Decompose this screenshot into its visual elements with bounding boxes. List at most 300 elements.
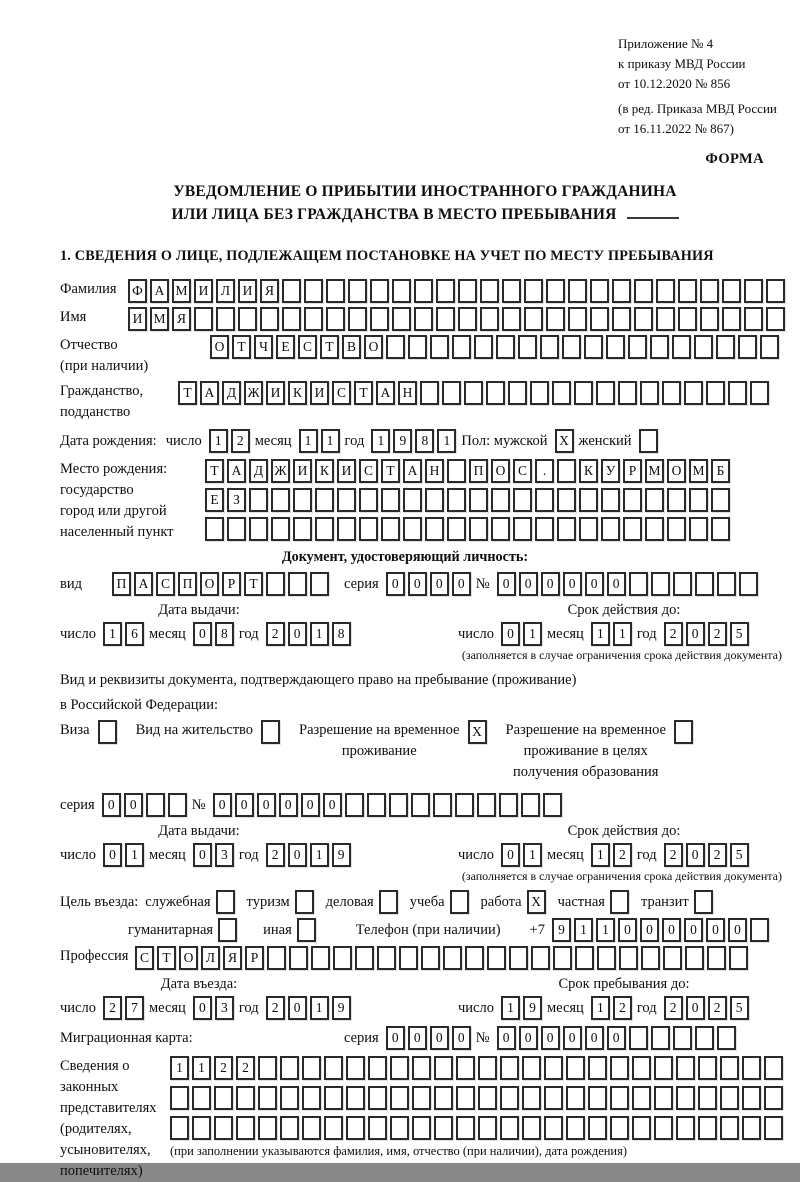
- form-cell[interactable]: [333, 946, 352, 970]
- form-cell[interactable]: [744, 307, 763, 331]
- form-cell[interactable]: [619, 946, 638, 970]
- form-cell[interactable]: 0: [408, 1026, 427, 1050]
- form-cell[interactable]: 2: [613, 843, 632, 867]
- form-cell[interactable]: Т: [244, 572, 263, 596]
- form-cell[interactable]: 9: [332, 996, 351, 1020]
- form-cell[interactable]: 1: [125, 843, 144, 867]
- form-cell[interactable]: [629, 1026, 648, 1050]
- form-cell[interactable]: [711, 517, 730, 541]
- form-cell[interactable]: [500, 1086, 519, 1110]
- form-cell[interactable]: [634, 279, 653, 303]
- form-cell[interactable]: 0: [686, 843, 705, 867]
- form-cell[interactable]: [522, 1086, 541, 1110]
- form-cell[interactable]: 1: [170, 1056, 189, 1080]
- form-cell[interactable]: [458, 279, 477, 303]
- form-cell[interactable]: [524, 279, 543, 303]
- form-cell[interactable]: Т: [157, 946, 176, 970]
- form-cell[interactable]: [337, 488, 356, 512]
- form-cell[interactable]: О: [364, 335, 383, 359]
- form-cell[interactable]: [436, 307, 455, 331]
- form-cell[interactable]: 0: [541, 1026, 560, 1050]
- form-cell[interactable]: Л: [201, 946, 220, 970]
- form-cell[interactable]: [302, 1056, 321, 1080]
- form-cell[interactable]: [368, 1056, 387, 1080]
- form-cell[interactable]: Т: [320, 335, 339, 359]
- form-cell[interactable]: С: [135, 946, 154, 970]
- form-cell[interactable]: [326, 307, 345, 331]
- form-cell[interactable]: [370, 307, 389, 331]
- form-cell[interactable]: [386, 335, 405, 359]
- form-cell[interactable]: [722, 279, 741, 303]
- form-cell[interactable]: [170, 1116, 189, 1140]
- form-cell[interactable]: [720, 1056, 739, 1080]
- form-cell[interactable]: [260, 307, 279, 331]
- form-cell[interactable]: 0: [288, 622, 307, 646]
- form-cell[interactable]: [672, 335, 691, 359]
- form-cell[interactable]: [508, 381, 527, 405]
- form-cell[interactable]: [667, 517, 686, 541]
- form-cell[interactable]: [645, 488, 664, 512]
- form-cell[interactable]: [766, 279, 785, 303]
- form-cell[interactable]: [293, 517, 312, 541]
- form-cell[interactable]: [390, 1086, 409, 1110]
- form-cell[interactable]: [403, 517, 422, 541]
- form-cell[interactable]: [146, 793, 165, 817]
- form-cell[interactable]: [359, 517, 378, 541]
- form-cell[interactable]: 0: [585, 572, 604, 596]
- form-cell[interactable]: Я: [172, 307, 191, 331]
- form-cell[interactable]: [590, 307, 609, 331]
- form-cell[interactable]: [289, 946, 308, 970]
- form-cell[interactable]: И: [128, 307, 147, 331]
- form-cell[interactable]: [632, 1116, 651, 1140]
- form-cell[interactable]: [412, 1056, 431, 1080]
- form-cell[interactable]: [282, 307, 301, 331]
- form-cell[interactable]: Л: [216, 279, 235, 303]
- form-cell[interactable]: [678, 279, 697, 303]
- form-cell[interactable]: [280, 1116, 299, 1140]
- form-cell[interactable]: [500, 1116, 519, 1140]
- form-cell[interactable]: И: [238, 279, 257, 303]
- form-cell[interactable]: Я: [223, 946, 242, 970]
- form-cell[interactable]: [218, 918, 237, 942]
- form-cell[interactable]: [579, 517, 598, 541]
- form-cell[interactable]: [214, 1116, 233, 1140]
- form-cell[interactable]: [579, 488, 598, 512]
- form-cell[interactable]: Т: [178, 381, 197, 405]
- form-cell[interactable]: [389, 793, 408, 817]
- form-cell[interactable]: [452, 335, 471, 359]
- form-cell[interactable]: [610, 1116, 629, 1140]
- form-cell[interactable]: [662, 381, 681, 405]
- form-cell[interactable]: .: [535, 459, 554, 483]
- form-cell[interactable]: 9: [393, 429, 412, 453]
- form-cell[interactable]: [458, 307, 477, 331]
- form-cell[interactable]: 2: [266, 843, 285, 867]
- form-cell[interactable]: 8: [215, 622, 234, 646]
- form-cell[interactable]: [557, 459, 576, 483]
- form-cell[interactable]: [496, 335, 515, 359]
- form-cell[interactable]: [738, 335, 757, 359]
- form-cell[interactable]: [491, 488, 510, 512]
- form-cell[interactable]: 9: [552, 918, 571, 942]
- form-cell[interactable]: [750, 381, 769, 405]
- form-cell[interactable]: [433, 793, 452, 817]
- form-cell[interactable]: [601, 517, 620, 541]
- form-cell[interactable]: [98, 720, 117, 744]
- form-cell[interactable]: 0: [408, 572, 427, 596]
- form-cell[interactable]: [491, 517, 510, 541]
- form-cell[interactable]: 0: [640, 918, 659, 942]
- form-cell[interactable]: 0: [563, 1026, 582, 1050]
- form-cell[interactable]: [337, 517, 356, 541]
- form-cell[interactable]: [368, 1116, 387, 1140]
- form-cell[interactable]: [399, 946, 418, 970]
- form-cell[interactable]: [584, 335, 603, 359]
- form-cell[interactable]: [411, 793, 430, 817]
- form-cell[interactable]: А: [227, 459, 246, 483]
- form-cell[interactable]: [574, 381, 593, 405]
- form-cell[interactable]: [368, 1086, 387, 1110]
- form-cell[interactable]: [700, 279, 719, 303]
- form-cell[interactable]: [689, 517, 708, 541]
- form-cell[interactable]: 0: [501, 622, 520, 646]
- form-cell[interactable]: [304, 307, 323, 331]
- form-cell[interactable]: [430, 335, 449, 359]
- form-cell[interactable]: [546, 279, 565, 303]
- form-cell[interactable]: [370, 279, 389, 303]
- form-cell[interactable]: [425, 488, 444, 512]
- form-cell[interactable]: 0: [193, 622, 212, 646]
- form-cell[interactable]: 6: [125, 622, 144, 646]
- form-cell[interactable]: 1: [501, 996, 520, 1020]
- form-cell[interactable]: [280, 1086, 299, 1110]
- form-cell[interactable]: [716, 335, 735, 359]
- form-cell[interactable]: 0: [607, 572, 626, 596]
- form-cell[interactable]: Ж: [271, 459, 290, 483]
- form-cell[interactable]: Т: [205, 459, 224, 483]
- form-cell[interactable]: [293, 488, 312, 512]
- form-cell[interactable]: 7: [125, 996, 144, 1020]
- form-cell[interactable]: [764, 1056, 783, 1080]
- form-cell[interactable]: [639, 429, 658, 453]
- form-cell[interactable]: 8: [415, 429, 434, 453]
- form-cell[interactable]: 2: [103, 996, 122, 1020]
- form-cell[interactable]: [742, 1086, 761, 1110]
- form-cell[interactable]: 0: [618, 918, 637, 942]
- form-cell[interactable]: Я: [260, 279, 279, 303]
- form-cell[interactable]: [634, 307, 653, 331]
- form-cell[interactable]: 1: [574, 918, 593, 942]
- form-cell[interactable]: М: [645, 459, 664, 483]
- form-cell[interactable]: [618, 381, 637, 405]
- form-cell[interactable]: [367, 793, 386, 817]
- form-cell[interactable]: [487, 946, 506, 970]
- form-cell[interactable]: 1: [591, 996, 610, 1020]
- form-cell[interactable]: [695, 1026, 714, 1050]
- form-cell[interactable]: [553, 946, 572, 970]
- form-cell[interactable]: 0: [519, 572, 538, 596]
- form-cell[interactable]: [535, 517, 554, 541]
- form-cell[interactable]: [629, 572, 648, 596]
- form-cell[interactable]: [651, 1026, 670, 1050]
- form-cell[interactable]: Т: [354, 381, 373, 405]
- form-cell[interactable]: [486, 381, 505, 405]
- form-cell[interactable]: Н: [425, 459, 444, 483]
- form-cell[interactable]: [632, 1056, 651, 1080]
- form-cell[interactable]: 0: [235, 793, 254, 817]
- form-cell[interactable]: А: [134, 572, 153, 596]
- form-cell[interactable]: [456, 1116, 475, 1140]
- form-cell[interactable]: [381, 517, 400, 541]
- form-cell[interactable]: [540, 335, 559, 359]
- form-cell[interactable]: [238, 307, 257, 331]
- form-cell[interactable]: 1: [192, 1056, 211, 1080]
- form-cell[interactable]: [654, 1086, 673, 1110]
- form-cell[interactable]: [750, 918, 769, 942]
- form-cell[interactable]: [474, 335, 493, 359]
- form-cell[interactable]: С: [332, 381, 351, 405]
- form-cell[interactable]: [684, 381, 703, 405]
- form-cell[interactable]: Д: [222, 381, 241, 405]
- form-cell[interactable]: [469, 488, 488, 512]
- form-cell[interactable]: [502, 307, 521, 331]
- form-cell[interactable]: Н: [398, 381, 417, 405]
- form-cell[interactable]: 1: [299, 429, 318, 453]
- form-cell[interactable]: [678, 307, 697, 331]
- form-cell[interactable]: [282, 279, 301, 303]
- form-cell[interactable]: [480, 279, 499, 303]
- form-cell[interactable]: [345, 793, 364, 817]
- form-cell[interactable]: [271, 488, 290, 512]
- form-cell[interactable]: У: [601, 459, 620, 483]
- form-cell[interactable]: 0: [452, 572, 471, 596]
- form-cell[interactable]: [447, 459, 466, 483]
- form-cell[interactable]: [673, 1026, 692, 1050]
- form-cell[interactable]: 2: [664, 996, 683, 1020]
- form-cell[interactable]: [236, 1086, 255, 1110]
- form-cell[interactable]: [728, 381, 747, 405]
- form-cell[interactable]: 2: [236, 1056, 255, 1080]
- form-cell[interactable]: [676, 1116, 695, 1140]
- form-cell[interactable]: 0: [288, 996, 307, 1020]
- form-cell[interactable]: [522, 1056, 541, 1080]
- form-cell[interactable]: [170, 1086, 189, 1110]
- form-cell[interactable]: И: [194, 279, 213, 303]
- form-cell[interactable]: 1: [209, 429, 228, 453]
- form-cell[interactable]: [377, 946, 396, 970]
- form-cell[interactable]: [379, 890, 398, 914]
- form-cell[interactable]: [326, 279, 345, 303]
- form-cell[interactable]: 0: [386, 572, 405, 596]
- form-cell[interactable]: Р: [623, 459, 642, 483]
- form-cell[interactable]: В: [342, 335, 361, 359]
- form-cell[interactable]: [443, 946, 462, 970]
- form-cell[interactable]: А: [200, 381, 219, 405]
- form-cell[interactable]: 1: [310, 996, 329, 1020]
- form-cell[interactable]: [390, 1116, 409, 1140]
- form-cell[interactable]: 0: [607, 1026, 626, 1050]
- form-cell[interactable]: 8: [332, 622, 351, 646]
- form-cell[interactable]: [390, 1056, 409, 1080]
- form-cell[interactable]: [596, 381, 615, 405]
- form-cell[interactable]: [628, 335, 647, 359]
- form-cell[interactable]: 0: [213, 793, 232, 817]
- form-cell[interactable]: [531, 946, 550, 970]
- form-cell[interactable]: 1: [591, 843, 610, 867]
- form-cell[interactable]: [392, 307, 411, 331]
- form-cell[interactable]: Ф: [128, 279, 147, 303]
- form-cell[interactable]: [518, 335, 537, 359]
- form-cell[interactable]: [651, 572, 670, 596]
- form-cell[interactable]: [698, 1086, 717, 1110]
- form-cell[interactable]: [205, 517, 224, 541]
- form-cell[interactable]: 0: [386, 1026, 405, 1050]
- form-cell[interactable]: М: [689, 459, 708, 483]
- form-cell[interactable]: [267, 946, 286, 970]
- form-cell[interactable]: [297, 918, 316, 942]
- form-cell[interactable]: [645, 517, 664, 541]
- form-cell[interactable]: 0: [519, 1026, 538, 1050]
- form-cell[interactable]: [168, 793, 187, 817]
- form-cell[interactable]: [717, 1026, 736, 1050]
- form-cell[interactable]: [722, 307, 741, 331]
- form-cell[interactable]: 3: [215, 843, 234, 867]
- form-cell[interactable]: 1: [596, 918, 615, 942]
- form-cell[interactable]: 0: [541, 572, 560, 596]
- form-cell[interactable]: [566, 1086, 585, 1110]
- form-cell[interactable]: [650, 335, 669, 359]
- form-cell[interactable]: [764, 1086, 783, 1110]
- form-cell[interactable]: Р: [222, 572, 241, 596]
- form-cell[interactable]: 0: [193, 843, 212, 867]
- form-cell[interactable]: С: [359, 459, 378, 483]
- form-cell[interactable]: 0: [323, 793, 342, 817]
- form-cell[interactable]: П: [469, 459, 488, 483]
- form-cell[interactable]: [729, 946, 748, 970]
- form-cell[interactable]: 1: [310, 622, 329, 646]
- form-cell[interactable]: [612, 307, 631, 331]
- form-cell[interactable]: [499, 793, 518, 817]
- form-cell[interactable]: [216, 890, 235, 914]
- form-cell[interactable]: А: [376, 381, 395, 405]
- form-cell[interactable]: [500, 1056, 519, 1080]
- form-cell[interactable]: 3: [215, 996, 234, 1020]
- form-cell[interactable]: [348, 279, 367, 303]
- form-cell[interactable]: [249, 517, 268, 541]
- form-cell[interactable]: [456, 1086, 475, 1110]
- form-cell[interactable]: X: [468, 720, 487, 744]
- form-cell[interactable]: [236, 1116, 255, 1140]
- form-cell[interactable]: [623, 517, 642, 541]
- form-cell[interactable]: 0: [497, 572, 516, 596]
- form-cell[interactable]: [543, 793, 562, 817]
- form-cell[interactable]: М: [172, 279, 191, 303]
- form-cell[interactable]: [698, 1056, 717, 1080]
- form-cell[interactable]: [513, 517, 532, 541]
- form-cell[interactable]: [442, 381, 461, 405]
- form-cell[interactable]: 0: [430, 572, 449, 596]
- form-cell[interactable]: [530, 381, 549, 405]
- form-cell[interactable]: 5: [730, 843, 749, 867]
- form-cell[interactable]: 0: [686, 622, 705, 646]
- form-cell[interactable]: [434, 1086, 453, 1110]
- form-cell[interactable]: [610, 1086, 629, 1110]
- form-cell[interactable]: [654, 1056, 673, 1080]
- form-cell[interactable]: [456, 1056, 475, 1080]
- form-cell[interactable]: [304, 279, 323, 303]
- form-cell[interactable]: [324, 1116, 343, 1140]
- form-cell[interactable]: [509, 946, 528, 970]
- form-cell[interactable]: 2: [708, 622, 727, 646]
- form-cell[interactable]: [464, 381, 483, 405]
- form-cell[interactable]: 5: [730, 622, 749, 646]
- form-cell[interactable]: [641, 946, 660, 970]
- form-cell[interactable]: [606, 335, 625, 359]
- form-cell[interactable]: М: [150, 307, 169, 331]
- form-cell[interactable]: [557, 488, 576, 512]
- form-cell[interactable]: [742, 1116, 761, 1140]
- form-cell[interactable]: [216, 307, 235, 331]
- form-cell[interactable]: [455, 793, 474, 817]
- form-cell[interactable]: [271, 517, 290, 541]
- form-cell[interactable]: 0: [430, 1026, 449, 1050]
- form-cell[interactable]: [324, 1056, 343, 1080]
- form-cell[interactable]: 0: [686, 996, 705, 1020]
- form-cell[interactable]: 1: [613, 622, 632, 646]
- form-cell[interactable]: [739, 572, 758, 596]
- form-cell[interactable]: 2: [664, 622, 683, 646]
- form-cell[interactable]: 2: [231, 429, 250, 453]
- form-cell[interactable]: [566, 1056, 585, 1080]
- form-cell[interactable]: О: [491, 459, 510, 483]
- form-cell[interactable]: 2: [708, 996, 727, 1020]
- form-cell[interactable]: [261, 720, 280, 744]
- form-cell[interactable]: 9: [332, 843, 351, 867]
- form-cell[interactable]: [302, 1086, 321, 1110]
- form-cell[interactable]: [552, 381, 571, 405]
- form-cell[interactable]: [469, 517, 488, 541]
- form-cell[interactable]: [280, 1056, 299, 1080]
- form-cell[interactable]: [315, 517, 334, 541]
- form-cell[interactable]: [447, 488, 466, 512]
- form-cell[interactable]: [685, 946, 704, 970]
- form-cell[interactable]: [766, 307, 785, 331]
- form-cell[interactable]: 0: [124, 793, 143, 817]
- form-cell[interactable]: [695, 572, 714, 596]
- form-cell[interactable]: [392, 279, 411, 303]
- form-cell[interactable]: К: [315, 459, 334, 483]
- form-cell[interactable]: Ж: [244, 381, 263, 405]
- form-cell[interactable]: [676, 1086, 695, 1110]
- form-cell[interactable]: 0: [501, 843, 520, 867]
- form-cell[interactable]: [214, 1086, 233, 1110]
- form-cell[interactable]: [414, 307, 433, 331]
- form-cell[interactable]: 0: [728, 918, 747, 942]
- form-cell[interactable]: [610, 890, 629, 914]
- form-cell[interactable]: Т: [232, 335, 251, 359]
- form-cell[interactable]: Е: [276, 335, 295, 359]
- form-cell[interactable]: [744, 279, 763, 303]
- form-cell[interactable]: [673, 572, 692, 596]
- form-cell[interactable]: 1: [103, 622, 122, 646]
- form-cell[interactable]: [667, 488, 686, 512]
- form-cell[interactable]: [346, 1056, 365, 1080]
- form-cell[interactable]: [478, 1086, 497, 1110]
- form-cell[interactable]: [590, 279, 609, 303]
- form-cell[interactable]: 1: [371, 429, 390, 453]
- form-cell[interactable]: [623, 488, 642, 512]
